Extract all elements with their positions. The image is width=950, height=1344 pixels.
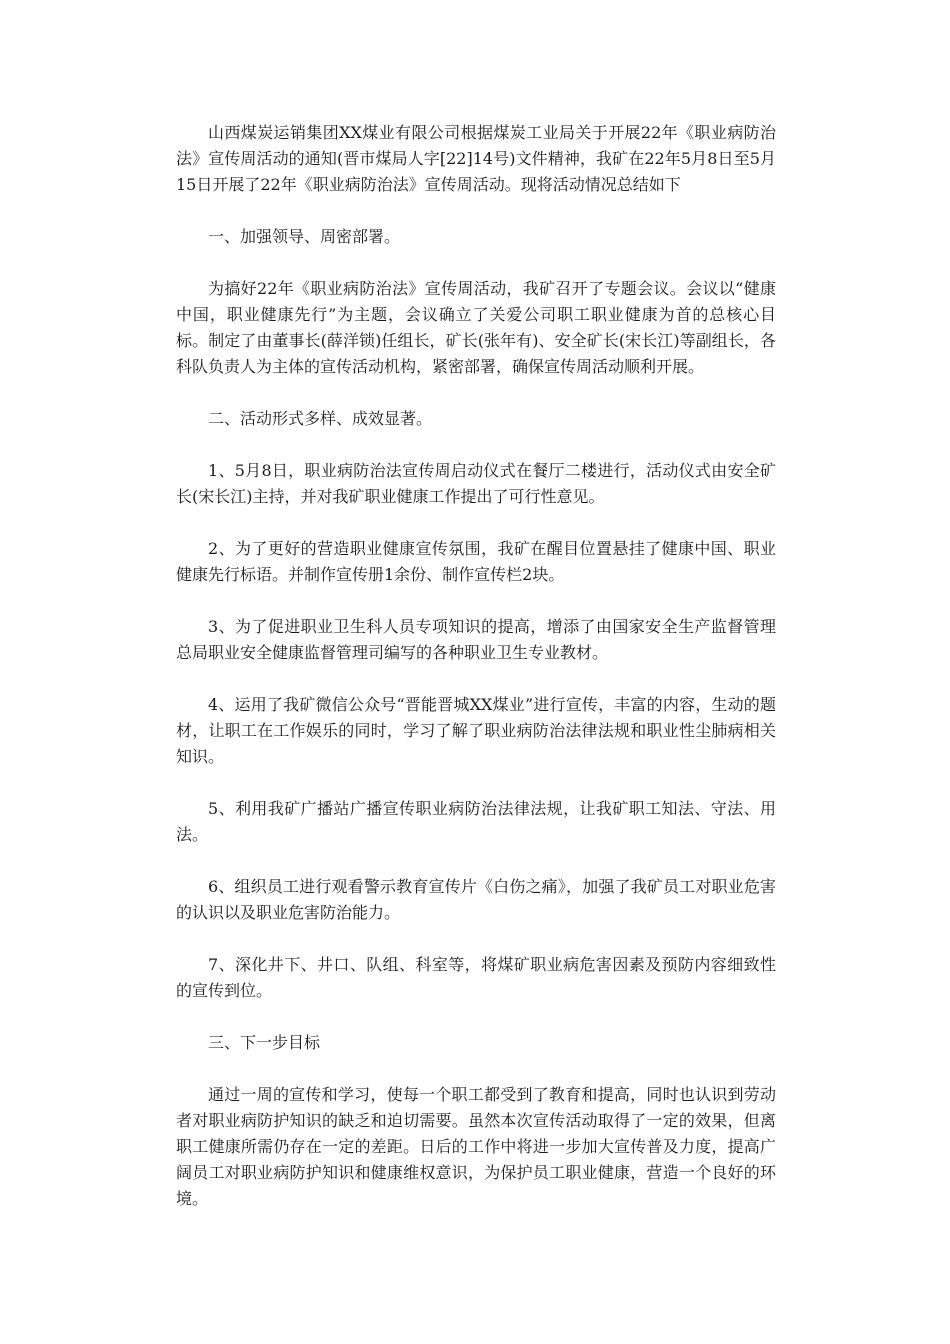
section-heading-2: 二、活动形式多样、成效显著。: [208, 409, 433, 428]
list-item-3: 3、为了促进职业卫生科人员专项知识的提高，增添了由国家安全生产监督管理总局职业安全健康监督管理司编写的各种职业卫生专业教材。: [176, 617, 776, 662]
section-heading-3: 三、下一步目标: [208, 1033, 321, 1052]
list-item-4: 4、运用了我矿微信公众号“晋能晋城XX煤业”进行宣传，丰富的内容，生动的题材，让职工在工作娱乐的同时，学习了解了职业病防治法律法规和职业性尘肺病相关知识。: [176, 695, 776, 766]
section-heading-1: 一、加强领导、周密部署。: [208, 227, 401, 246]
list-item-1: 1、5月8日，职业病防治法宣传周启动仪式在餐厅二楼进行，活动仪式由安全矿长(宋长江)主持，并对我矿职业健康工作提出了可行性意见。: [176, 461, 776, 506]
list-item-5: 5、利用我矿广播站广播宣传职业病防治法律法规，让我矿职工知法、守法、用法。: [176, 799, 776, 844]
section-1-paragraph: 为搞好22年《职业病防治法》宣传周活动，我矿召开了专题会议。会议以“健康中国，职业健康先行”为主题，会议确立了关爱公司职工职业健康为首的总核心目标。制定了由董事长(薛洋锁)任组长，矿长(张年有)、安全矿长(宋长江)等副组长，各科队负责人为主体的宣传活动机构，紧密部署，确保宣传周活动顺利开展。: [176, 279, 776, 376]
list-item-7: 7、深化井下、井口、队组、科室等，将煤矿职业病危害因素及预防内容细致性的宣传到位。: [176, 955, 776, 1000]
conclusion-paragraph: 通过一周的宣传和学习，使每一个职工都受到了教育和提高，同时也认识到劳动者对职业病防护知识的缺乏和迫切需要。虽然本次宣传活动取得了一定的效果，但离职工健康所需仍存在一定的差距。日后的工作中将进一步加大宣传普及力度，提高广阔员工对职业病防护知识和健康维权意识，为保护员工职业健康，营造一个良好的环境。: [176, 1085, 776, 1208]
list-item-6: 6、组织员工进行观看警示教育宣传片《白伤之痛》，加强了我矿员工对职业危害的认识以及职业危害防治能力。: [176, 877, 776, 922]
list-item-2: 2、为了更好的营造职业健康宣传氛围，我矿在醒目位置悬挂了健康中国、职业健康先行标语。并制作宣传册1余份、制作宣传栏2块。: [176, 539, 776, 584]
document-body: [176, 120, 776, 1238]
intro-paragraph: 山西煤炭运销集团XX煤业有限公司根据煤炭工业局关于开展22年《职业病防治法》宣传周活动的通知(晋市煤局人字[22]14号)文件精神，我矿在22年5月8日至5月15日开展了22年《职业病防治法》宣传周活动。现将活动情况总结如下: [176, 123, 776, 194]
